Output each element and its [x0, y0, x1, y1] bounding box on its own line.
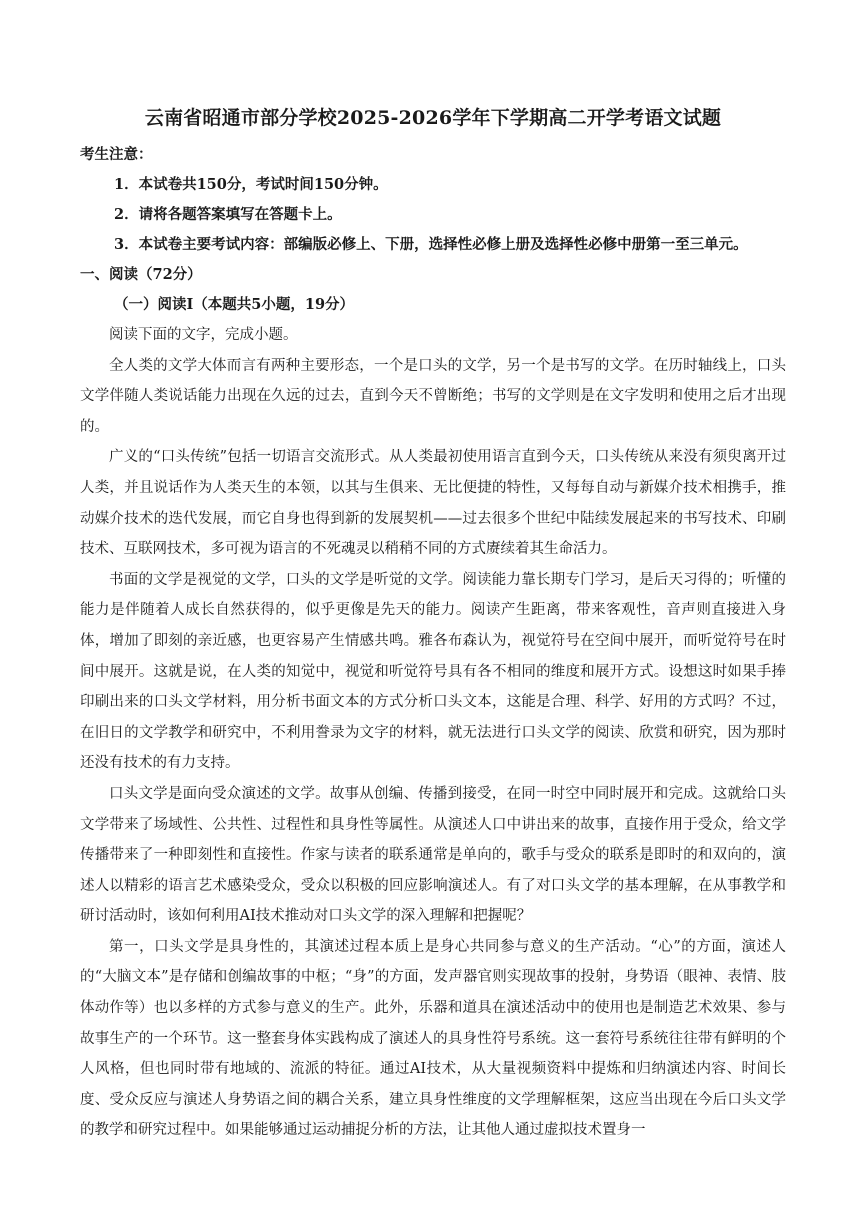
passage-paragraph: 广义的“口头传统”包括一切语言交流形式。从人类最初使用语言直到今天，口头传统从来没有须臾离开过人类，并且说话作为人类天生的本领，以其与生俱来、无比便捷的特性，又每每自动与新媒介技术相携手，推动媒介技术的迭代发展，而它自身也得到新的发展契机——过去很多个世纪中陆续发展起来的书写技术、印刷技术、互联网技术，多可视为语言的不死魂灵以稍稍不同的方式赓续着其生命活力。	[80, 449, 786, 558]
passage-paragraph: 第一，口头文学是具身性的，其演述过程本质上是身心共同参与意义的生产活动。“心”的方面，演述人的“大脑文本”是存储和创编故事的中枢；“身”的方面，发声器官则实现故事的投射，身势语（眼神、表情、肢体动作等）也以多样的方式参与意义的生产。此外，乐器和道具在演述活动中的使用也是制造艺术效果、参与故事生产的一个环节。这一整套身体实践构成了演述人的具身性符号系统。这一套符号系统往往带有鲜明的个人风格，但也同时带有地域的、流派的特征。通过AI技术，从大量视频资料中提炼和归纳演述内容、时间长度、受众反应与演述人身势语之间的耦合关系，建立具身性维度的文学理解框架，这应当出现在今后口头文学的教学和研究过程中。如果能够通过运动捕捉分析的方法，让其他人通过虚拟技术置身一	[80, 938, 786, 1139]
notice-list	[80, 170, 786, 260]
notice-item: 3．本试卷主要考试内容：部编版必修上、下册，选择性必修上册及选择性必修中册第一至三单元。	[114, 236, 748, 253]
passage-paragraph: 全人类的文学大体而言有两种主要形态，一个是口头的文学，另一个是书写的文学。在历时轴线上，口头文学伴随人类说话能力出现在久远的过去，直到今天不曾断绝；书写的文学则是在文字发明和使用之后才出现的。	[80, 357, 786, 435]
exam-title: 云南省昭通市部分学校2025-2026学年下学期高二开学考语文试题	[144, 107, 722, 129]
notice-item: 2．请将各题答案填写在答题卡上。	[114, 206, 342, 223]
notice-item: 1．本试卷共150分，考试时间150分钟。	[114, 176, 388, 193]
subsection-heading: （一）阅读I（本题共5小题，19分）	[114, 296, 355, 313]
exam-page	[80, 104, 786, 1146]
section-heading: 一、阅读（72分）	[80, 266, 202, 283]
instruction-text: 阅读下面的文字，完成小题。	[109, 327, 298, 343]
notice-label: 考生注意：	[80, 146, 153, 163]
passage-paragraph: 口头文学是面向受众演述的文学。故事从创编、传播到接受，在同一时空中同时展开和完成。这就给口头文学带来了场域性、公共性、过程性和具身性等属性。从演述人口中讲出来的故事，直接作用于受众，给文学传播带来了一种即刻性和直接性。作家与读者的联系通常是单向的，歌手与受众的联系是即时的和双向的，演述人以精彩的语言艺术感染受众，受众以积极的回应影响演述人。有了对口头文学的基本理解，在从事教学和研讨活动时，该如何利用AI技术推动对口头文学的深入理解和把握呢？	[80, 785, 786, 925]
passage-paragraph: 书面的文学是视觉的文学，口头的文学是听觉的文学。阅读能力靠长期专门学习，是后天习得的；听懂的能力是伴随着人成长自然获得的，似乎更像是先天的能力。阅读产生距离，带来客观性，音声则直接进入身体，增加了即刻的亲近感，也更容易产生情感共鸣。雅各布森认为，视觉符号在空间中展开，而听觉符号在时间中展开。这就是说，在人类的知觉中，视觉和听觉符号具有各不相同的维度和展开方式。设想这时如果手捧印刷出来的口头文学材料，用分析书面文本的方式分析口头文本，这能是合理、科学、好用的方式吗？不过，在旧日的文学教学和研究中，不利用誊录为文字的材料，就无法进行口头文学的阅读、欣赏和研究，因为那时还没有技术的有力支持。	[80, 571, 786, 772]
